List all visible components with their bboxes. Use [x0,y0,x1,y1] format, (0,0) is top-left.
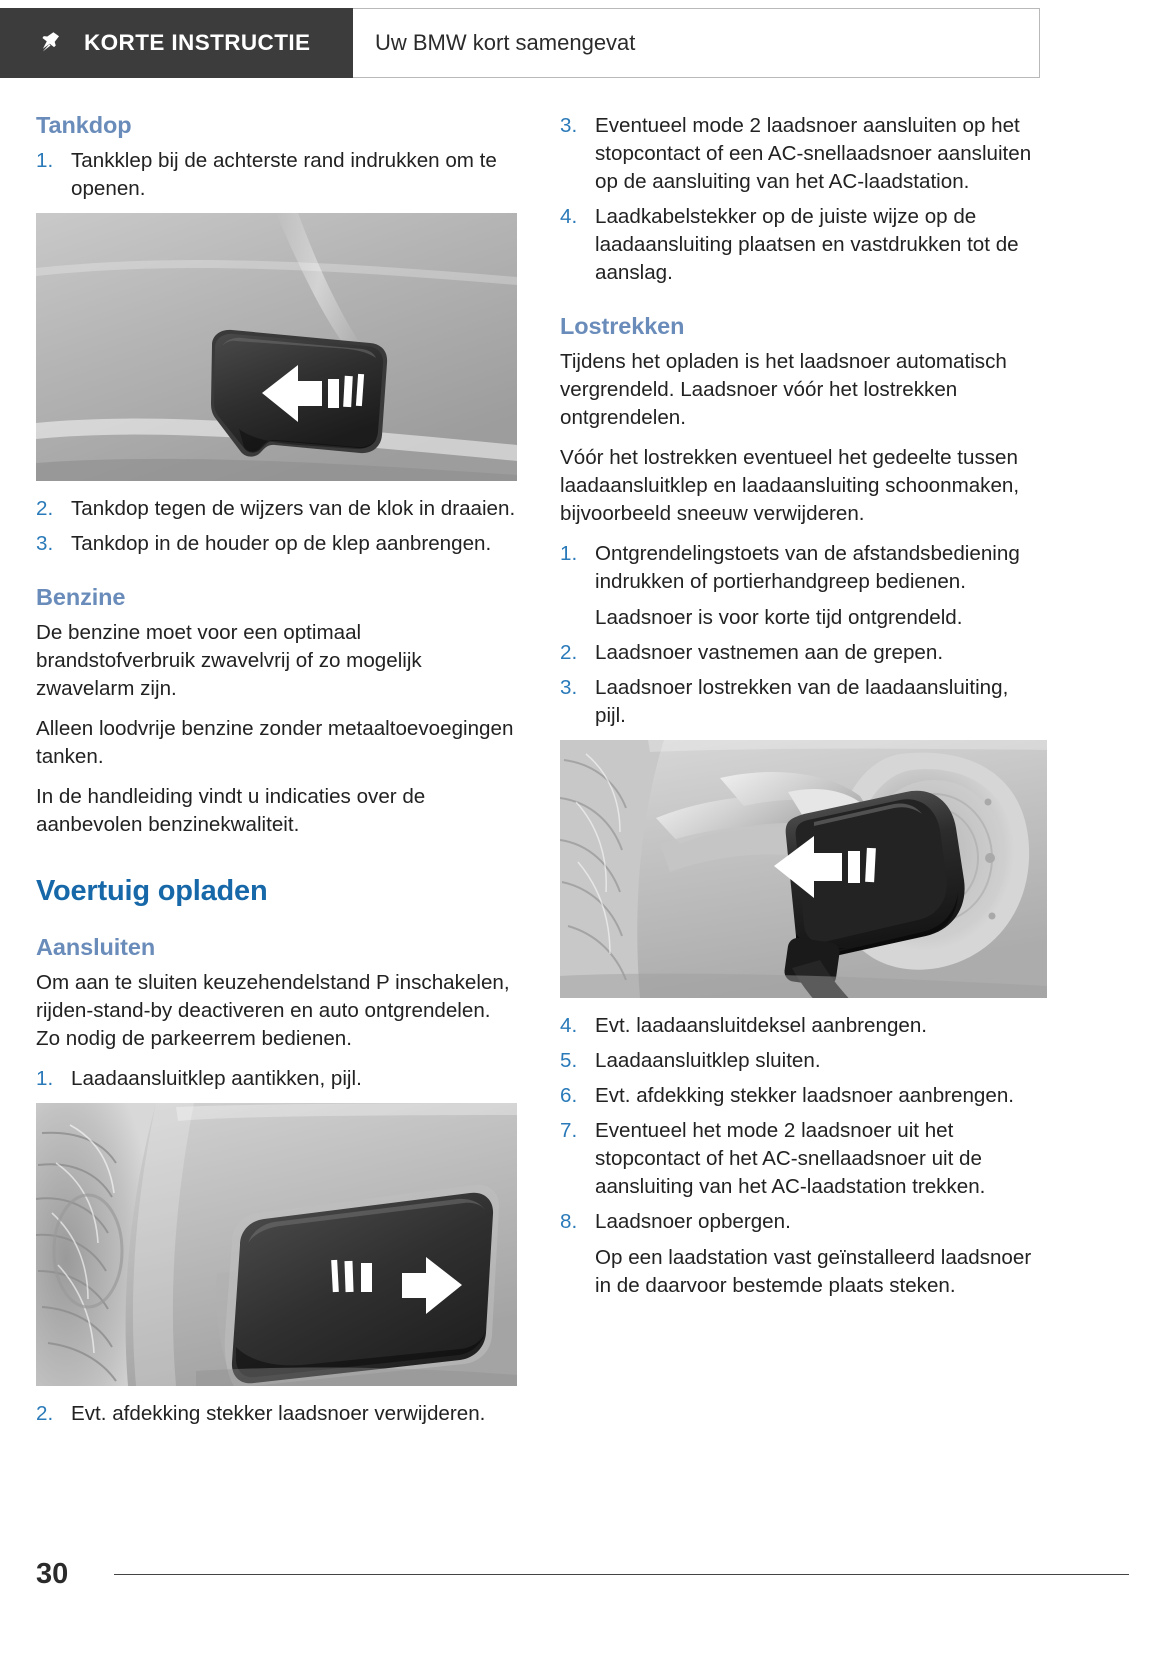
charging-flap-photo [36,1103,517,1386]
list-text: Ontgrendelingstoets van de afstandsbediening indrukken of portierhandgreep bedienen. [595,542,1020,594]
list-item [560,1047,1041,1075]
list-number: 1. [36,1067,54,1091]
list-text: Laadaansluitklep aantikken, pijl. [71,1067,362,1091]
list-number: 3. [560,114,578,137]
benzine-paragraph-1: De benzine moet voor een optimaal brandstofverbruik zwavelvrij of zo mogelijk zwavelarm zijn. [36,621,422,701]
list-number: 2. [36,1402,54,1426]
list-item [560,639,1041,667]
list-text: Laadsnoer vastnemen aan de grepen. [595,641,944,665]
list-text: Tankdop tegen de wijzers van de klok in draaien. [71,497,516,521]
list-item [560,540,1041,632]
list-text: Evt. afdekking stekker laadsnoer aanbrengen. [595,1084,1015,1108]
list-item [560,1082,1041,1110]
list-item [36,1065,517,1093]
list-text: Evt. laadaansluitdeksel aanbrengen. [595,1014,928,1038]
heading-voertuig-opladen: Voertuig opladen [36,875,268,908]
fuel-flap-release-photo [36,213,517,481]
benzine-paragraph-3: In de handleiding vindt u indicaties over de aanbevolen benzinekwaliteit. [36,785,426,837]
list-text: Evt. afdekking stekker laadsnoer verwijderen. [71,1402,486,1426]
content-columns [36,112,1129,1435]
left-column [36,112,517,1435]
lostrekken-steps-after-figure [560,1012,1041,1300]
list-item [560,203,1041,287]
list-text: Eventueel mode 2 laadsnoer aansluiten op het stopcontact of een AC-snellaadsnoer aansluiten op de aansluiting van het AC-laadstation. [595,114,1032,193]
list-number: 5. [560,1049,578,1073]
aansluiten-steps-after-figure [36,1400,517,1428]
list-item [36,1400,517,1428]
aansluiten-intro: Om aan te sluiten keuzehendelstand P inschakelen, rijden-stand-by deactiveren en auto ontgrendelen. Zo nodig de parkeerrem bedienen. [36,971,510,1051]
aansluiten-steps-before-figure [36,1065,517,1093]
heading-lostrekken: Lostrekken [560,313,685,339]
list-sub-note: Laadsnoer is voor korte tijd ontgrendeld. [595,606,963,630]
list-number: 4. [560,1014,578,1038]
list-text: Laadsnoer lostrekken van de laadaansluiting, pijl. [595,676,1009,728]
list-text: Tankklep bij de achterste rand indrukken om te openen. [71,149,497,201]
list-text: Laadaansluitklep sluiten. [595,1049,821,1073]
lostrekken-paragraph-1: Tijdens het opladen is het laadsnoer automatisch vergrendeld. Laadsnoer vóór het lostrekken ontgrendelen. [560,350,1007,430]
list-text: Tankdop in de houder op de klep aanbrengen. [71,532,492,556]
benzine-paragraph-2: Alleen loodvrije benzine zonder metaaltoevoegingen tanken. [36,717,514,769]
list-number: 3. [560,676,578,700]
list-item [560,1012,1041,1040]
list-item [36,495,517,523]
pin-icon [38,30,64,56]
page-number: 30 [36,1558,69,1590]
list-item [36,147,517,203]
list-item [560,1117,1041,1201]
header-title-box [353,8,1040,78]
lostrekken-paragraph-2: Vóór het lostrekken eventueel het gedeelte tussen laadaansluitklep en laadaansluiting schoonmaken, bijvoorbeeld sneeuw verwijderen. [560,446,1020,526]
lostrekken-steps-before-figure [560,540,1041,730]
header-section-tab [0,8,353,78]
list-number: 1. [560,542,578,566]
heading-aansluiten: Aansluiten [36,934,156,961]
list-number: 2. [36,497,54,521]
tankdop-steps-before-figure [36,147,517,203]
list-text: Laadkabelstekker op de juiste wijze op de laadaansluiting plaatsen en vastdrukken tot de aanslag. [595,205,1019,284]
heading-benzine: Benzine [36,584,126,611]
page-footer [36,1558,1129,1591]
list-number: 8. [560,1210,578,1234]
list-number: 4. [560,205,578,228]
list-number: 7. [560,1119,578,1143]
list-item [36,530,517,558]
charging-plug-removal-photo [560,740,1047,998]
list-item [560,674,1041,730]
list-text: Laadsnoer opbergen. [595,1210,791,1234]
list-item [560,112,1041,196]
list-number: 6. [560,1084,578,1108]
header-title: Uw BMW kort samengevat [375,30,636,55]
heading-tankdop: Tankdop [36,112,132,138]
list-number: 2. [560,641,578,665]
tankdop-steps-after-figure [36,495,517,558]
list-number: 3. [36,532,54,556]
page-header [0,8,1040,78]
footer-divider [114,1574,1129,1575]
aansluiten-steps-continued [560,112,1041,287]
list-text: Eventueel het mode 2 laadsnoer uit het stopcontact of het AC-snellaadsnoer uit de aansluiting van het AC-laadstation trekken. [595,1119,986,1199]
list-item [560,1208,1041,1300]
right-column [560,112,1041,1435]
header-tab-label: KORTE INSTRUCTIE [84,30,311,55]
list-sub-note: Op een laadstation vast geïnstalleerd laadsnoer in de daarvoor bestemde plaats steken. [595,1246,1032,1298]
list-number: 1. [36,149,54,173]
